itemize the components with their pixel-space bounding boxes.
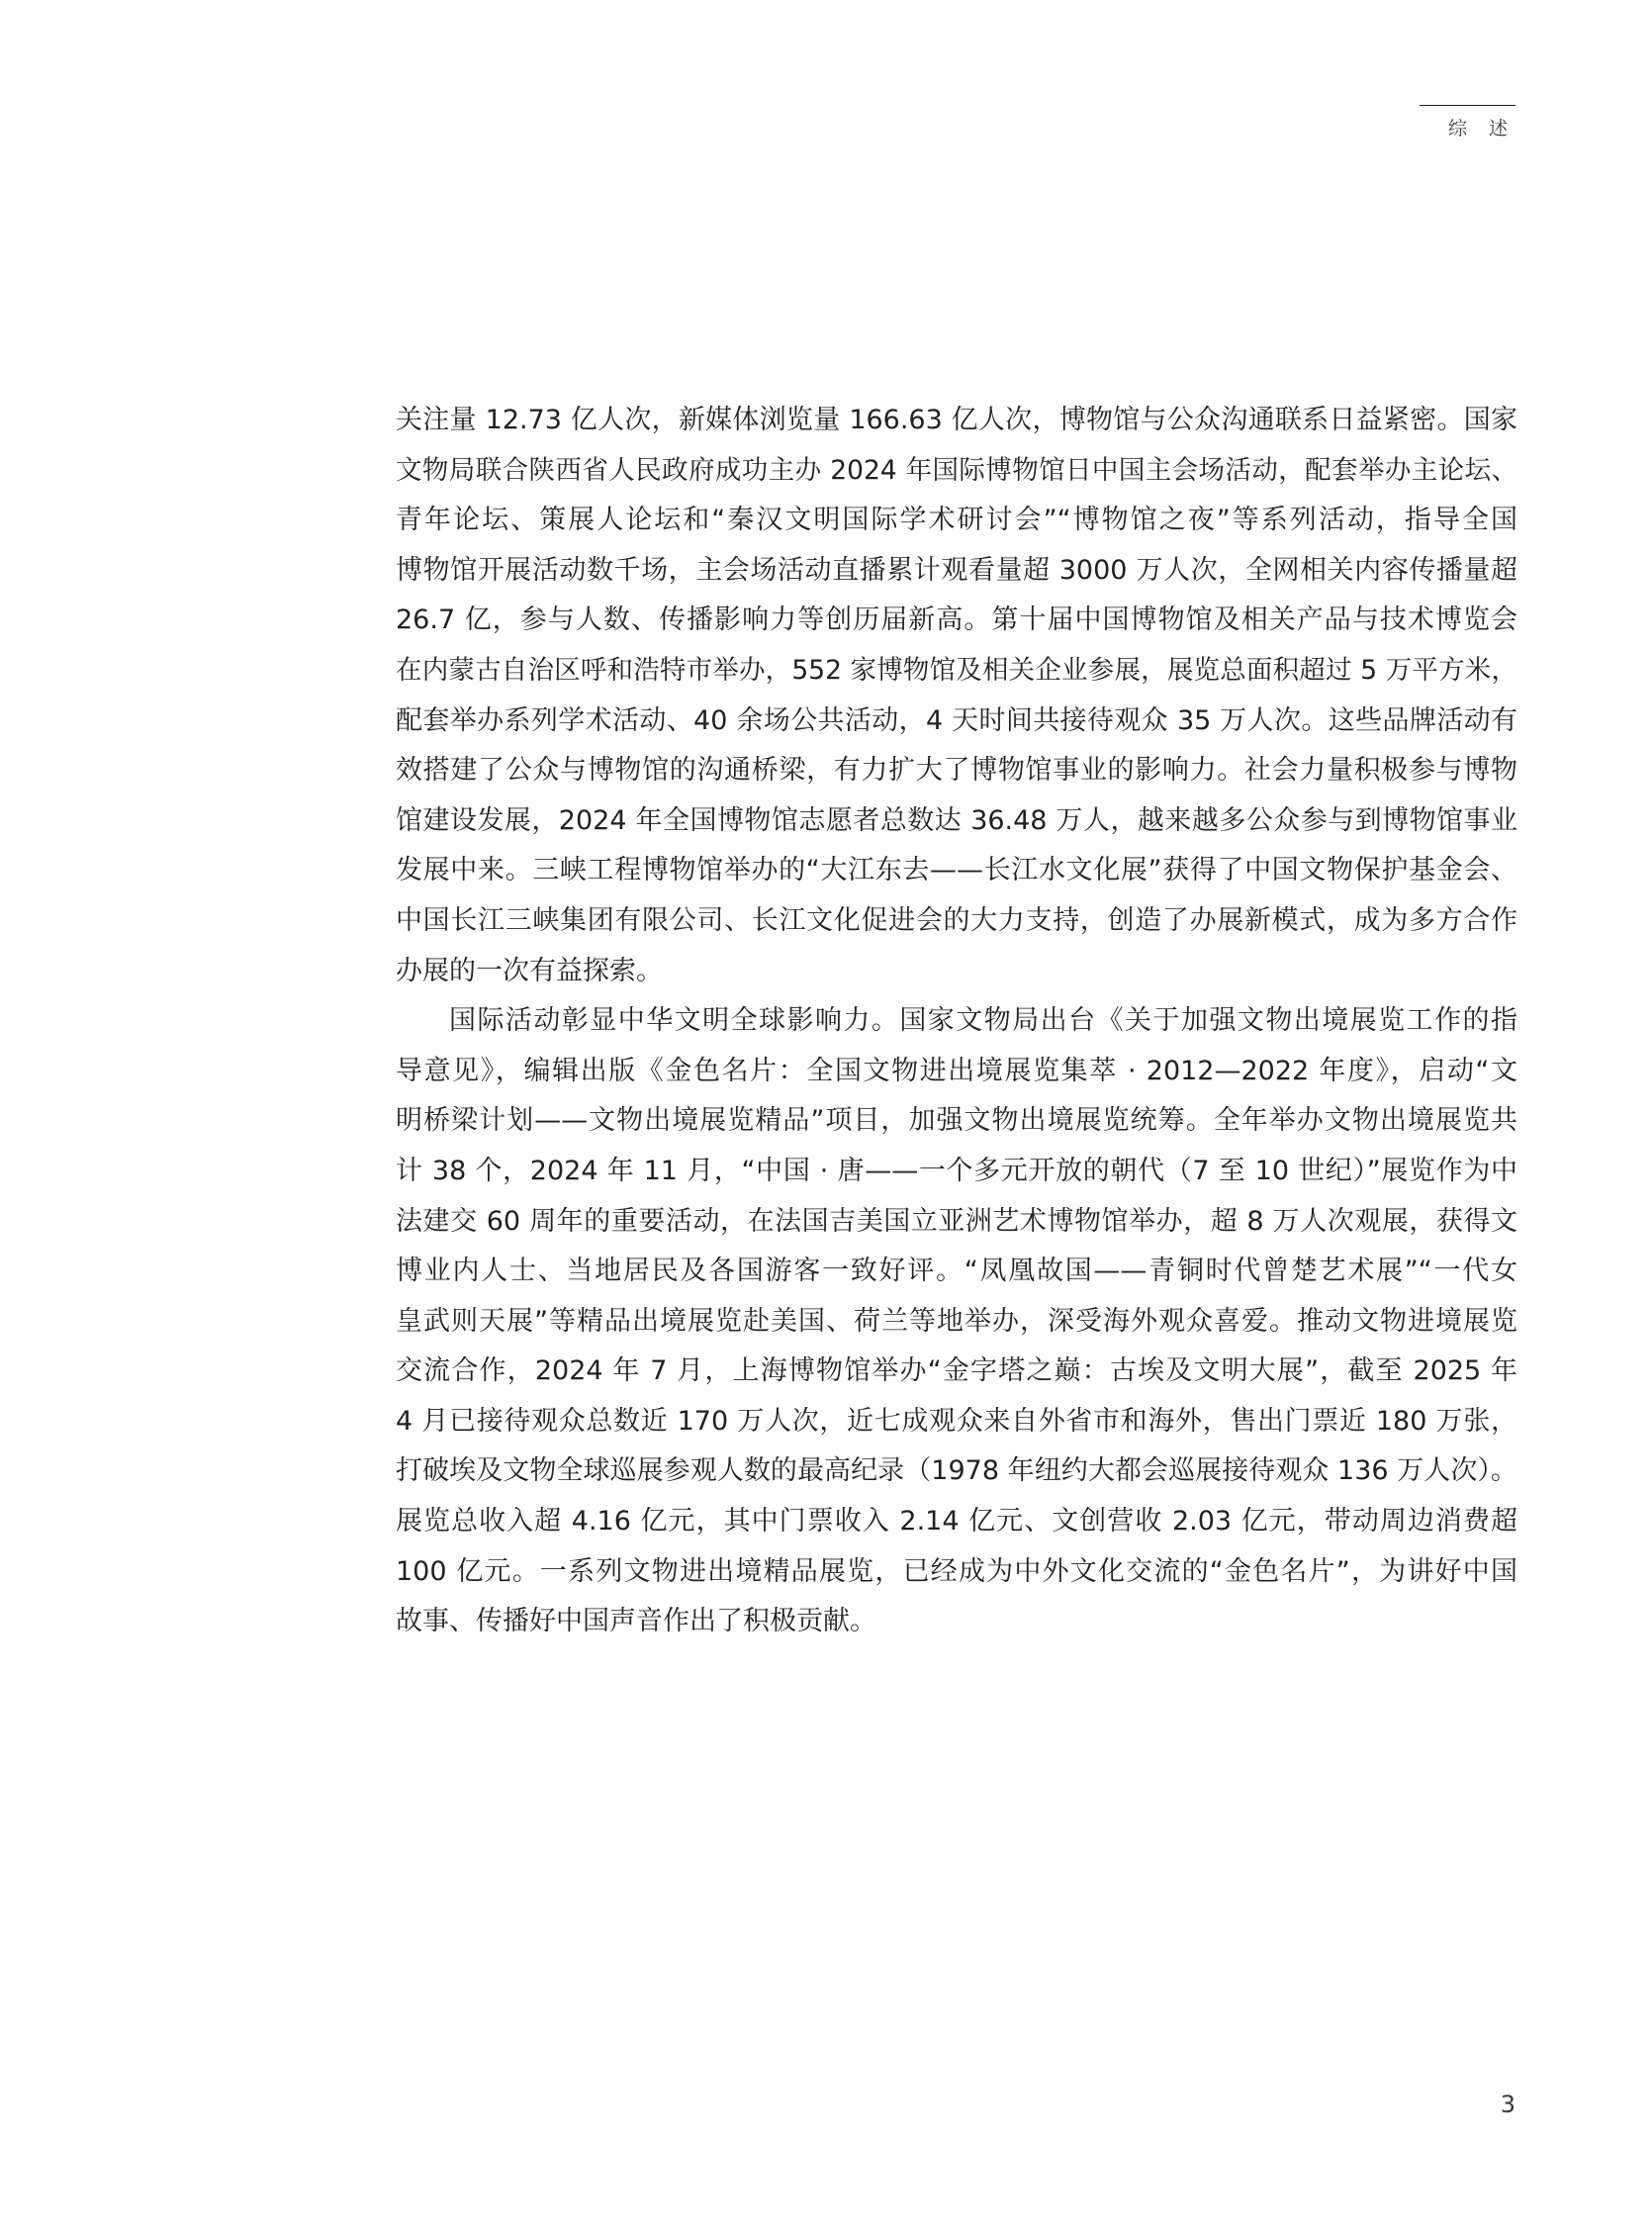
text-line: 故事、传播好中国声音作出了积极贡献。 [396, 1606, 876, 1637]
text-line: 馆建设发展，2024 年全国博物馆志愿者总数达 36.48 万人，越来越多公众参与到博物馆事业 [396, 804, 1517, 836]
text-line: 配套举办系列学术活动、40 余场公共活动，4 天时间共接待观众 35 万人次。这些品牌活动有 [396, 704, 1517, 736]
text-line: 展览总收入超 4.16 亿元，其中门票收入 2.14 亿元、文创营收 2.03 亿元，带动周边消费超 [396, 1506, 1517, 1537]
text-line: 法建交 60 周年的重要活动，在法国吉美国立亚洲艺术博物馆举办，超 8 万人次观展，获得文 [396, 1205, 1517, 1237]
text-line: 博物馆开展活动数千场，主会场活动直播累计观看量超 3000 万人次，全网相关内容传播量超 [396, 554, 1517, 586]
text-line: 26.7 亿，参与人数、传播影响力等创历届新高。第十届中国博物馆及相关产品与技术博览会 [396, 605, 1517, 636]
text-line: 打破埃及文物全球巡展参观人数的最高纪录（1978 年纽约大都会巡展接待观众 136 万人次）。 [396, 1455, 1517, 1487]
text-line: 导意见》，编辑出版《金色名片：全国文物进出境展览集萃 · 2012—2022 年度》，启动“文 [396, 1055, 1517, 1086]
paragraph-2 [396, 996, 1517, 1647]
text-line: 国际活动彰显中华文明全球影响力。国家文物局出台《关于加强文物出境展览工作的指 [449, 1005, 1517, 1037]
text-line: 明桥梁计划——文物出境展览精品”项目，加强文物出境展览统筹。全年举办文物出境展览共 [396, 1105, 1517, 1137]
text-line: 计 38 个，2024 年 11 月，“中国 · 唐——一个多元开放的朝代（7 至 10 世纪）”展览作为中 [396, 1155, 1517, 1186]
text-line: 交流合作，2024 年 7 月，上海博物馆举办“金字塔之巅：古埃及文明大展”，截至 2025 年 [396, 1355, 1517, 1387]
paragraph-1 [396, 396, 1517, 996]
text-line: 博业内人士、当地居民及各国游客一致好评。“凤凰故国——青铜时代曾楚艺术展”“一代女 [396, 1256, 1517, 1287]
text-line: 100 亿元。一系列文物进出境精品展览，已经成为中外文化交流的“金色名片”，为讲好中国 [396, 1555, 1517, 1587]
section-label: 综 述 [1447, 118, 1515, 140]
body-text [396, 396, 1517, 1647]
text-line: 发展中来。三峡工程博物馆举办的“大江东去——长江水文化展”获得了中国文物保护基金会、 [396, 855, 1517, 886]
header-rule [1420, 105, 1515, 106]
text-line: 青年论坛、策展人论坛和“秦汉文明国际学术研讨会”“博物馆之夜”等系列活动，指导全国 [396, 505, 1517, 536]
text-line: 效搭建了公众与博物馆的沟通桥梁，有力扩大了博物馆事业的影响力。社会力量积极参与博物 [396, 755, 1517, 787]
text-line: 在内蒙古自治区呼和浩特市举办，552 家博物馆及相关企业参展，展览总面积超过 5 万平方米， [396, 654, 1517, 686]
text-line: 办展的一次有益探索。 [396, 955, 663, 986]
text-line: 4 月已接待观众总数近 170 万人次，近七成观众来自外省市和海外，售出门票近 180 万张， [396, 1405, 1517, 1437]
text-line: 皇武则天展”等精品出境展览赴美国、荷兰等地举办，深受海外观众喜爱。推动文物进境展览 [396, 1305, 1517, 1337]
text-line: 文物局联合陕西省人民政府成功主办 2024 年国际博物馆日中国主会场活动，配套举办主论坛、 [396, 454, 1517, 486]
text-line: 中国长江三峡集团有限公司、长江文化促进会的大力支持，创造了办展新模式，成为多方合作 [396, 904, 1517, 936]
text-line: 关注量 12.73 亿人次，新媒体浏览量 166.63 亿人次，博物馆与公众沟通联系日益紧密。国家 [396, 405, 1517, 435]
page-number: 3 [1500, 2091, 1515, 2118]
